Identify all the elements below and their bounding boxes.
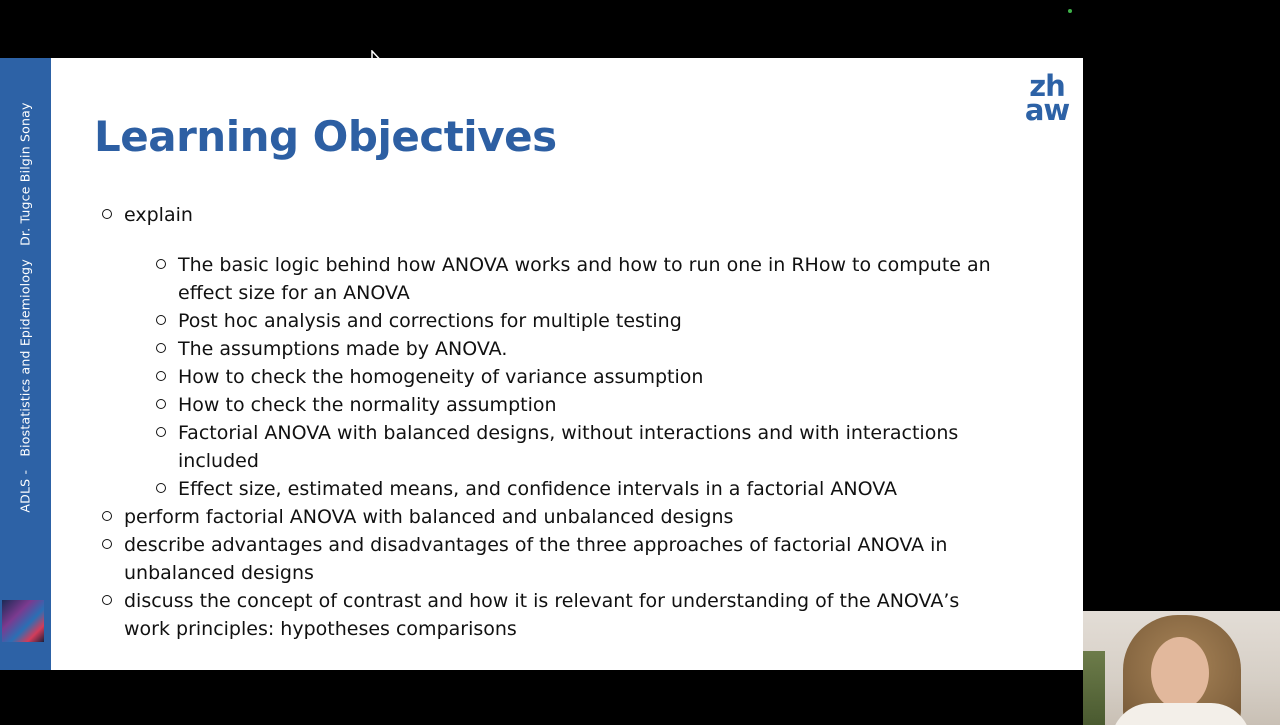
sidebar-caption [18, 93, 33, 512]
sidebar-course: ADLS - [17, 469, 33, 513]
sidebar-author: Dr. Tugce Bilgin Sonay [17, 102, 33, 246]
objective-item: explain The basic logic behind how ANOVA works and how to run one in RHow to compute an effect size for an ANOVA Post hoc analysis and corrections for multiple testing The assumptions made by ANOVA. How to check the homogeneity of variance assumption How to check the normality assumption Factorial ANOVA with balanced designs, without interactions and with interactions included Effect size, estimated means, and confidence intervals in a factorial ANOVA [100, 201, 1000, 503]
objective-item: discuss the concept of contrast and how it is relevant for understanding of the ANOVA’s work principles: hypotheses comparisons [100, 587, 1000, 643]
sub-objective-item: Factorial ANOVA with balanced designs, without interactions and with interactions included [154, 419, 1000, 475]
slide-sidebar [0, 58, 51, 670]
sub-objective-item: How to check the normality assumption [154, 391, 1000, 419]
sub-objective-item: The basic logic behind how ANOVA works and how to run one in RHow to compute an effect size for an ANOVA [154, 251, 1000, 307]
zhaw-logo: zh aw [1024, 69, 1070, 127]
objective-item: perform factorial ANOVA with balanced and unbalanced designs [100, 503, 1000, 531]
webcam-background-plant [1083, 651, 1105, 725]
objective-item: describe advantages and disadvantages of the three approaches of factorial ANOVA in unbalanced designs [100, 531, 1000, 587]
sub-objective-item: Post hoc analysis and corrections for multiple testing [154, 307, 1000, 335]
objectives-list [100, 201, 1000, 643]
sidebar-thumbnail-image [2, 600, 44, 642]
sub-objective-item: Effect size, estimated means, and confidence intervals in a factorial ANOVA [154, 475, 1000, 503]
presentation-slide [0, 58, 1083, 670]
webcam-presenter-face [1151, 637, 1209, 709]
slide-title: Learning Objectives [94, 112, 557, 161]
webcam-video-feed [1083, 611, 1280, 725]
sub-objective-item: The assumptions made by ANOVA. [154, 335, 1000, 363]
sidebar-subject: Biostatistics and Epidemiology [17, 259, 33, 457]
status-indicator-dot [1068, 9, 1072, 13]
sub-objective-item: How to check the homogeneity of variance assumption [154, 363, 1000, 391]
objective-sublist [154, 251, 1000, 503]
